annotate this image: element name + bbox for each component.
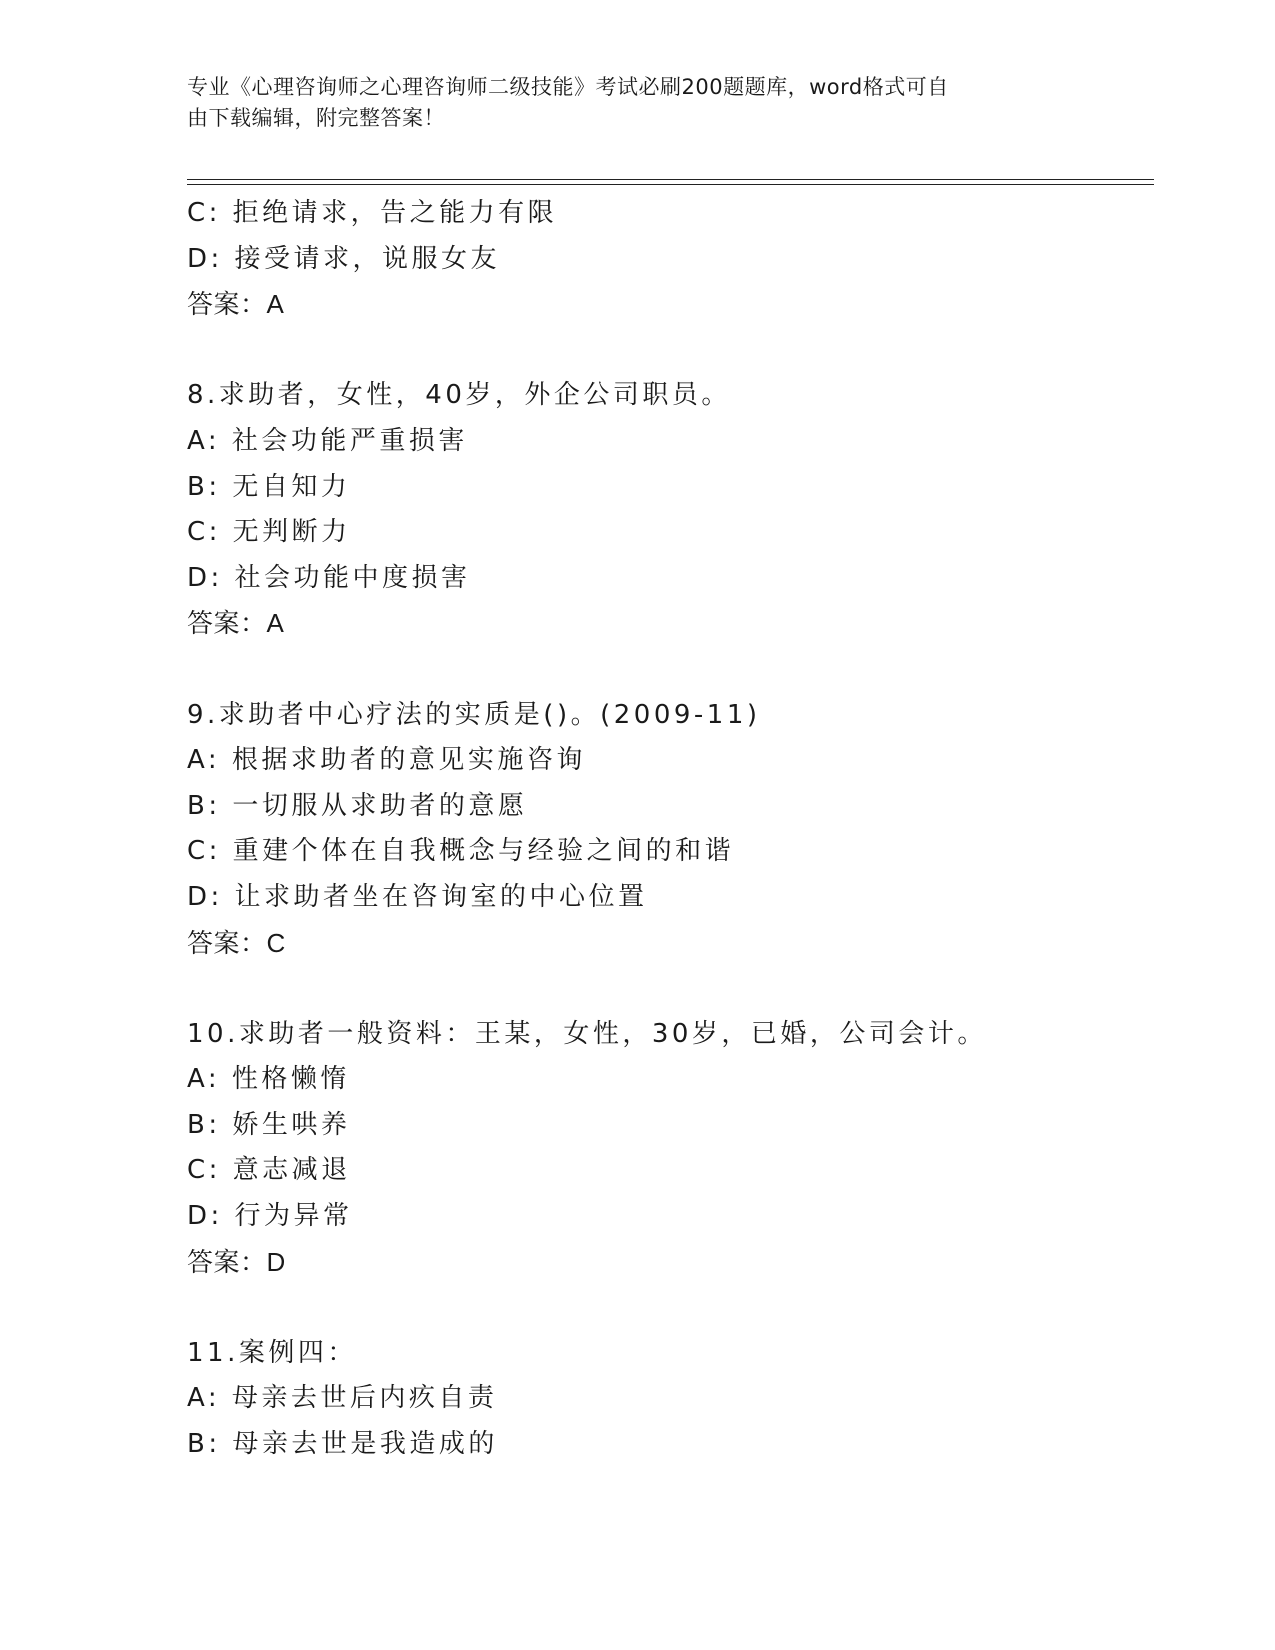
header-line-2: 由下载编辑，附完整答案！ bbox=[187, 106, 445, 130]
answer: 答案：A bbox=[187, 289, 285, 320]
spacer bbox=[187, 647, 1154, 693]
question-10 bbox=[187, 1012, 1154, 1286]
option-b: B: 无自知力 bbox=[187, 471, 351, 502]
option-c: C: 拒绝请求，告之能力有限 bbox=[187, 198, 558, 228]
option-d: D: 接受请求，说服女友 bbox=[187, 243, 501, 274]
option-b: B: 娇生哄养 bbox=[187, 1109, 351, 1140]
option-a: A: 性格懒惰 bbox=[187, 1064, 350, 1095]
question-stem: 11.案例四： bbox=[187, 1337, 357, 1368]
header-rule-bottom bbox=[187, 184, 1154, 185]
option-c: C: 重建个体在自我概念与经验之间的和谐 bbox=[187, 836, 735, 867]
question-11 bbox=[187, 1331, 1154, 1468]
spacer bbox=[187, 1285, 1154, 1331]
option-b: B: 一切服从求助者的意愿 bbox=[187, 790, 528, 821]
question-stem: 9.求助者中心疗法的实质是()。(2009-11) bbox=[187, 699, 761, 730]
document-header bbox=[187, 72, 1067, 134]
answer: 答案：C bbox=[187, 927, 286, 958]
question-stem: 8.求助者，女性，40岁，外企公司职员。 bbox=[187, 380, 731, 411]
option-d: D: 社会功能中度损害 bbox=[187, 562, 471, 593]
header-line-1: 专业《心理咨询师之心理咨询师二级技能》考试必刷200题题库，word格式可自 bbox=[187, 75, 949, 99]
answer: 答案：D bbox=[187, 1246, 286, 1277]
option-d: D: 让求助者坐在咨询室的中心位置 bbox=[187, 881, 648, 912]
option-b: B: 母亲去世是我造成的 bbox=[187, 1429, 498, 1460]
spacer bbox=[187, 328, 1154, 374]
question-7 bbox=[187, 191, 1154, 328]
question-list bbox=[187, 191, 1154, 1468]
question-stem: 10.求助者一般资料：王某，女性，30岁，已婚，公司会计。 bbox=[187, 1018, 987, 1049]
question-9 bbox=[187, 693, 1154, 967]
answer: 答案：A bbox=[187, 608, 285, 639]
option-a: A: 社会功能严重损害 bbox=[187, 425, 468, 456]
option-c: C: 无判断力 bbox=[187, 517, 351, 548]
option-d: D: 行为异常 bbox=[187, 1201, 353, 1232]
option-a: A: 根据求助者的意见实施咨询 bbox=[187, 745, 586, 776]
spacer bbox=[187, 966, 1154, 1012]
option-a: A: 母亲去世后内疚自责 bbox=[187, 1383, 498, 1414]
option-c: C: 意志减退 bbox=[187, 1155, 351, 1186]
question-8 bbox=[187, 373, 1154, 647]
header-rule-top bbox=[187, 179, 1154, 180]
